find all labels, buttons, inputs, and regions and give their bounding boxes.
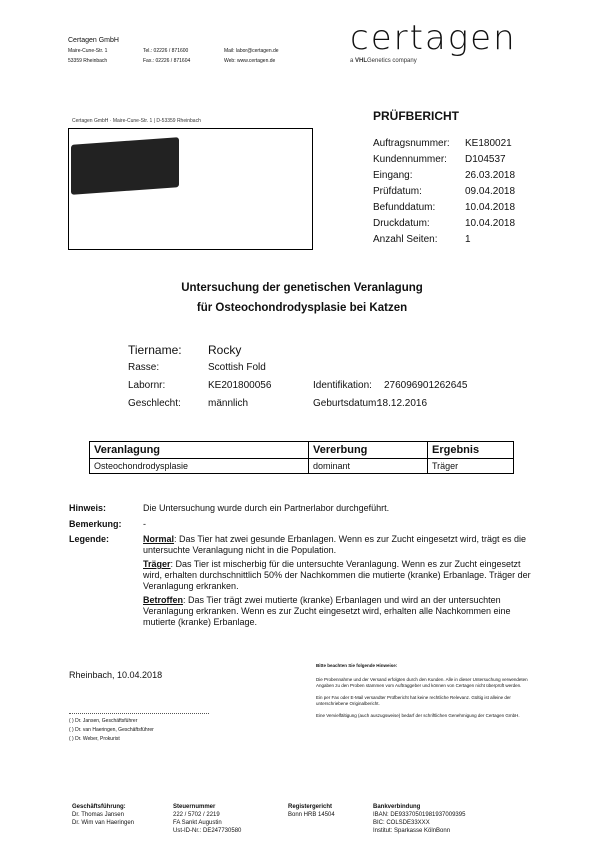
meta-value: 10.04.2018 [465,218,516,229]
animal-name-value: Rocky [208,343,242,357]
redacted-address [71,137,179,195]
company-address [68,48,107,65]
footer-line: Institut: Sparkasse KölnBonn [373,828,451,834]
signature-line [69,713,209,714]
web-line: Web: www.certagen.de [224,58,276,64]
sex-value: männlich [208,398,249,409]
legend-block [143,534,531,628]
footer-line: Dr. Wim van Haeringen [72,820,135,826]
meta-row [373,170,515,182]
meta-label: Prüfdatum: [373,186,422,197]
signer: ( ) Dr. Weber, Prokurist [69,736,120,742]
footer-register [288,803,335,819]
footer-title: Steuernummer [173,804,216,810]
footer-bank [373,803,465,835]
bemerkung-label: Bemerkung: [69,519,122,529]
meta-value: 26.03.2018 [465,170,516,181]
meta-label: Kundennummer: [373,154,447,165]
meta-value: 1 [465,234,471,245]
cell-veranlagung: Osteochondrodysplasie [90,459,309,474]
meta-label: Befunddatum: [373,202,436,213]
cell-ergebnis: Träger [428,459,514,474]
meta-label: Druckdatum: [373,218,430,229]
id-value: 276096901262645 [384,380,468,391]
footer-line: Ust-ID-Nr.: DE247730580 [173,828,242,834]
legend-desc: : Das Tier trägt zwei mutierte (kranke) Erbanlagen und wird an der untersuchten Veranlagung erkranken. Wenn es zur Zucht eingesetzt wird, erhalten alle Nachkommen eine mutierte (kranke) Erbanlage. [143,595,511,627]
address-window [68,128,313,250]
footer-title: Registergericht [288,804,333,810]
dob-label: Geburtsdatum: [313,398,380,409]
remarks-paragraph: Ein per Fax oder E-Mail versandter Prüfbericht hat keine rechtliche Relevanz. Gültig ist alleine der unterschriebene Originalbericht. [316,695,511,706]
footer-tax [173,803,241,835]
legend-term: Träger [143,559,171,569]
heading-line1: Untersuchung der genetischen Veranlagung [181,282,423,294]
meta-label: Auftragsnummer: [373,138,450,149]
legend-traeger [143,559,531,592]
meta-row [373,202,515,214]
footer-line: Dr. Thomas Jansen [72,812,124,818]
footer-line: BIC: COLSDE33XXX [373,820,430,826]
signers [69,718,154,743]
animal-name-label: Tiername: [128,343,182,357]
footer-management [72,803,134,827]
meta-value: 09.04.2018 [465,186,516,197]
dob-value: 18.12.2016 [377,398,428,409]
remarks-title: Bitte beachten Sie folgende Hinweise: [316,663,398,668]
legend-term: Betroffen [143,595,183,605]
certagen-logo: certagen [350,18,517,58]
hinweis-label: Hinweis: [69,503,107,513]
meta-row [373,234,515,246]
phone-line: Tel.: 02226 / 871600 [143,48,189,54]
meta-label: Eingang: [373,170,413,181]
fax-line: Fax.: 02226 / 871604 [143,58,191,64]
lab-value: KE201800056 [208,380,272,391]
signer: ( ) Dr. Jansen, Geschäftsführer [69,718,138,724]
logo-sub-brand: VHL [355,58,368,64]
logo-sub-rest: Genetics company [367,58,417,64]
address-line: 53359 Rheinbach [68,58,108,64]
hinweis-text: Die Untersuchung wurde durch ein Partnerlabor durchgeführt. [143,503,390,513]
col-header-vererbung: Vererbung [309,442,428,459]
signer: ( ) Dr. van Haeringen, Geschäftsführer [69,727,154,733]
company-contact [224,48,279,65]
report-title: PRÜFBERICHT [373,109,459,123]
footer-line: Bonn HRB 14504 [288,812,335,818]
col-header-veranlagung: Veranlagung [90,442,309,459]
heading-line2: für Osteochondrodysplasie bei Katzen [196,302,408,314]
logo-subtitle [350,57,417,65]
table-row [90,459,514,474]
legend-term: Normal [143,534,175,544]
legende-label: Legende: [69,534,110,544]
remarks-block [316,663,536,719]
footer-title: Bankverbindung [373,804,421,810]
footer-line: FA Sankt Augustin [173,820,222,826]
company-phone [143,48,190,65]
meta-row [373,218,515,230]
sex-label: Geschlecht: [128,398,181,409]
footer-line: 222 / 5702 / 2219 [173,812,220,818]
remarks-paragraph: Die Probennahme und der Versand erfolgten durch den Kunden. Alle in dieser Untersuchung verwendeten Angaben zu den Proben stammen vom Auftraggeber und können von Certagen nicht überprüft werden. [316,677,528,688]
meta-row [373,138,515,150]
bemerkung-text: - [143,519,146,529]
legend-betroffen [143,595,531,628]
remarks-paragraph: Eine Vervielfältigung (auch auszugsweise) bedarf der schriftlichen Genehmigung der Certagen GmbH. [316,713,520,718]
meta-value: D104537 [465,154,506,165]
legend-desc: : Das Tier ist mischerbig für die untersuchte Veranlagung. Wenn es zur Zucht eingesetzt wird, erhalten durchschnittlich 50% der Nachkommen die mutierte (kranke) Erbanlage. Träger der Veranlagung erkranken. [143,559,531,591]
legend-desc: : Das Tier hat zwei gesunde Erbanlagen. Wenn es zur Zucht eingesetzt wird, trägt es die untersuchte Veranlagung nicht in die Population. [143,534,527,555]
lab-label: Labornr: [128,380,166,391]
meta-row [373,186,515,198]
logo-sub-prefix: a [350,58,354,64]
breed-label: Rasse: [128,362,160,373]
footer-title: Geschäftsführung: [72,804,126,810]
cell-vererbung: dominant [309,459,428,474]
table-header-row [90,442,514,459]
footer-line: IBAN: DE93370501981937009395 [373,812,466,818]
meta-value: 10.04.2018 [465,202,516,213]
legend-normal [143,534,531,556]
meta-row [373,154,515,166]
meta-value: KE180021 [465,138,512,149]
meta-label: Anzahl Seiten: [373,234,438,245]
col-header-ergebnis: Ergebnis [428,442,514,459]
id-label: Identifikation: [313,380,372,391]
company-name: Certagen GmbH [68,37,119,44]
place-date: Rheinbach, 10.04.2018 [69,670,163,680]
address-line: Maire-Cune-Str. 1 [68,48,108,54]
breed-value: Scottish Fold [208,362,266,373]
mail-line: Mail: labor@certagen.de [224,48,279,54]
results-table [89,441,514,474]
sender-line: Certagen GmbH · Maire-Cune-Str. 1 | D-53359 Rheinbach [72,118,201,124]
report-meta [373,138,515,246]
